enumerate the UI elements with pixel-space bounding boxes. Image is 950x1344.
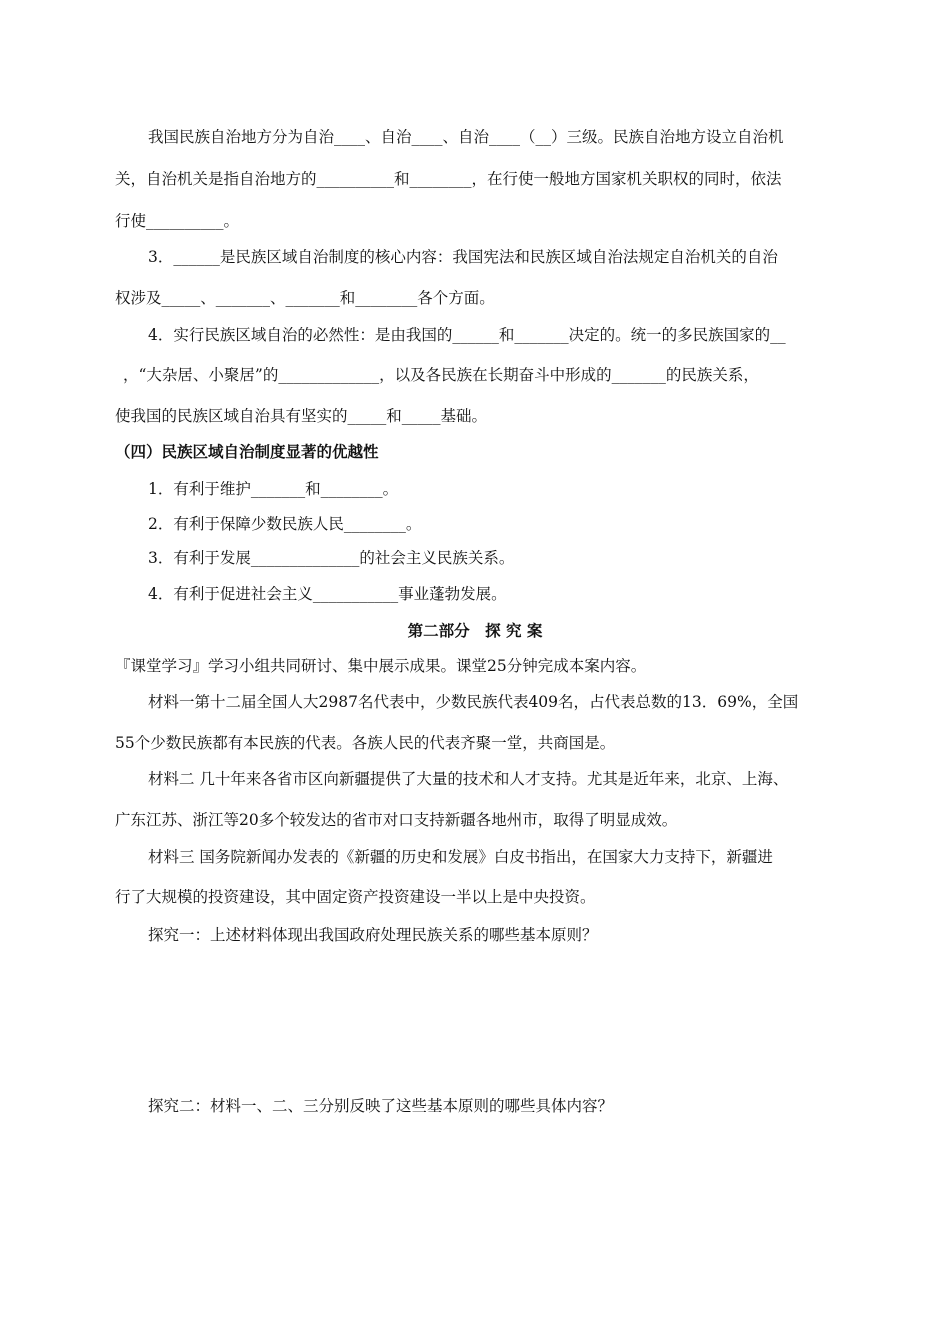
material1-line-1: 材料一第十二届全国人大2987名代表中，少数民族代表409名，占代表总数的13．69%，全国 [148,693,799,711]
material3-line-1: 材料三 国务院新闻办发表的《新疆的历史和发展》白皮书指出，在国家大力支持下，新疆进 [148,848,773,866]
para-autonomy-line-2: 关，自治机关是指自治地方的__________和________，在行使一般地方国家机关职权的同时，依法 [115,170,782,188]
item3-line-2: 权涉及_____、_______、_______和________各个方面。 [115,289,495,307]
question-1: 探究一：上述材料体现出我国政府处理民族关系的哪些基本原则？ [148,926,598,944]
advantage-1: 1．有利于维护_______和________。 [148,480,399,498]
item4-line-2: ，“大杂居、小聚居”的_____________，以及各民族在长期奋斗中形成的_______的民族关系， [123,366,759,384]
part2-heading: 第二部分 探 究 案 [407,622,543,640]
para-autonomy-line-1: 我国民族自治地方分为自治____、自治____、自治____（__）三级。民族自治地方设立自治机 [148,128,784,146]
advantage-4: 4．有利于促进社会主义___________事业蓬勃发展。 [148,585,507,603]
section4-heading: （四）民族区域自治制度显著的优越性 [115,443,379,461]
material1-line-2: 55个少数民族都有本民族的代表。各族人民的代表齐聚一堂，共商国是。 [115,734,616,752]
item4-line-3: 使我国的民族区域自治具有坚实的_____和_____基础。 [115,407,488,425]
material3-line-2: 行了大规模的投资建设，其中固定资产投资建设一半以上是中央投资。 [115,888,596,906]
material2-line-1: 材料二 几十年来各省市区向新疆提供了大量的技术和人才支持。尤其是近年来，北京、上海、 [148,770,789,788]
para-autonomy-line-3: 行使__________。 [115,212,240,230]
material2-line-2: 广东江苏、浙江等20多个较发达的省市对口支持新疆各地州市，取得了明显成效。 [115,811,678,829]
advantage-2: 2．有利于保障少数民族人民________。 [148,515,422,533]
advantage-3: 3．有利于发展______________的社会主义民族关系。 [148,549,515,567]
item4-line-1: 4．实行民族区域自治的必然性：是由我国的______和_______决定的。统一的多民族国家的__ [148,326,786,344]
part2-intro: 『课堂学习』学习小组共同研讨、集中展示成果。课堂25分钟完成本案内容。 [115,657,647,675]
item3-line-1: 3．______是民族区域自治制度的核心内容：我国宪法和民族区域自治法规定自治机关的自治 [148,248,778,266]
question-2: 探究二：材料一、二、三分别反映了这些基本原则的哪些具体内容？ [148,1097,614,1115]
